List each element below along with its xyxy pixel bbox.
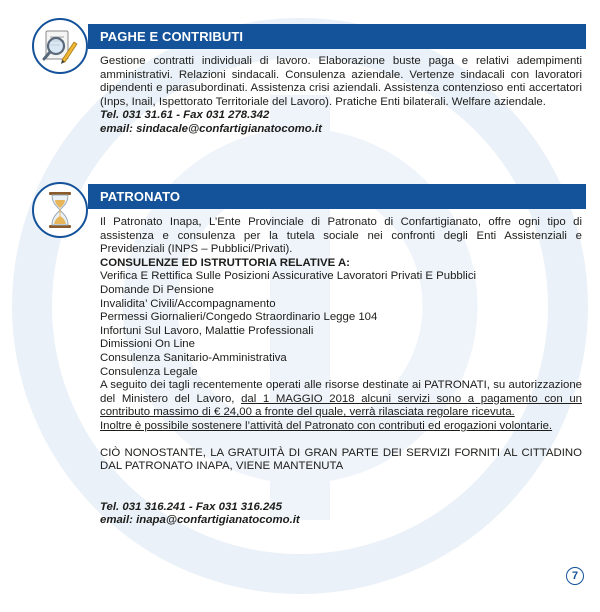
page-number: 7 [566, 567, 584, 585]
service-item: Domande Di Pensione [100, 283, 214, 296]
service-item: Consulenza Legale [100, 365, 198, 378]
service-item: Invalidita’ Civili/Accompagnamento [100, 297, 276, 310]
services-list [100, 270, 582, 379]
services-heading: CONSULENZE ED ISTRUTTORIA RELATIVE A: [100, 256, 350, 269]
support-note: Inoltre è possibile sostenere l’attività del Patronato con contributi ed erogazioni volontarie. [100, 419, 553, 432]
payment-notice-underlined: dal 1 MAGGIO 2018 alcuni servizi sono a pagamento con un contributo massimo di € 24,00 a fronte del quale, verrà rilasciata regolare ricevuta. [100, 392, 582, 419]
patronato-email[interactable]: email: inapa@confartigianatocomo.it [100, 514, 300, 527]
service-item: Dimissioni On Line [100, 338, 195, 351]
closing-statement: CIÒ NONOSTANTE, LA GRATUITÀ DI GRAN PARTE DEI SERVIZI FORNITI AL CITTADINO DAL PATRONATO INAPA, VIENE MANTENUTA [100, 446, 582, 473]
service-item: Consulenza Sanitario-Amministrativa [100, 351, 287, 364]
section-title-patronato [88, 184, 586, 209]
section-title-paghe [88, 24, 586, 49]
paghe-title: PAGHE E CONTRIBUTI [100, 29, 244, 44]
patronato-title: PATRONATO [100, 189, 181, 204]
patronato-badge [32, 182, 88, 238]
hourglass-icon [43, 190, 77, 230]
payment-notice-start: A seguito dei tagli recentemente operati alle risorse destinate ai PATRONATI, su autorizzazione del Ministero del Lavoro, [100, 379, 582, 405]
service-item: Permessi Giornalieri/Congedo Straordinario Legge 104 [100, 311, 378, 324]
service-item: Verifica E Rettifica Sulle Posizioni Assicurative Lavoratori Privati E Pubblici [100, 270, 477, 283]
paghe-description: Gestione contratti individuali di lavoro. Elaborazione buste paga e relativi adempimenti amministrativi. Relazioni sindacali. Consulenza aziendale. Vertenze sindacali con lavoratori dipendenti e parasubordinati. Assistenza crisi aziendali. Assistenza contenzioso enti accertatori (Inps, Inail, Ispettorato Territoriale del Lavoro). Pratiche Enti bilaterali. Welfare aziendale. [100, 55, 582, 108]
patronato-phone: Tel. 031 316.241 - Fax 031 316.245 [100, 500, 282, 513]
paghe-phone: Tel. 031 31.61 - Fax 031 278.342 [100, 109, 270, 122]
patronato-intro: Il Patronato Inapa, L’Ente Provinciale di Patronato di Confartigianato, offre ogni tipo di assistenza e consulenza per la tutela sociale nei confronti degli Enti Assistenziali e Previdenziali (INPS – Pubblici/Privati). [100, 216, 582, 256]
payment-notice [100, 379, 582, 420]
paghe-body [100, 55, 582, 137]
patronato-body [100, 216, 582, 528]
paghe-badge [32, 18, 88, 74]
service-item: Infortuni Sul Lavoro, Malattie Professionali [100, 324, 314, 337]
magnifier-pencil-document-icon [40, 26, 80, 66]
paghe-email[interactable]: email: sindacale@confartigianatocomo.it [100, 122, 322, 135]
